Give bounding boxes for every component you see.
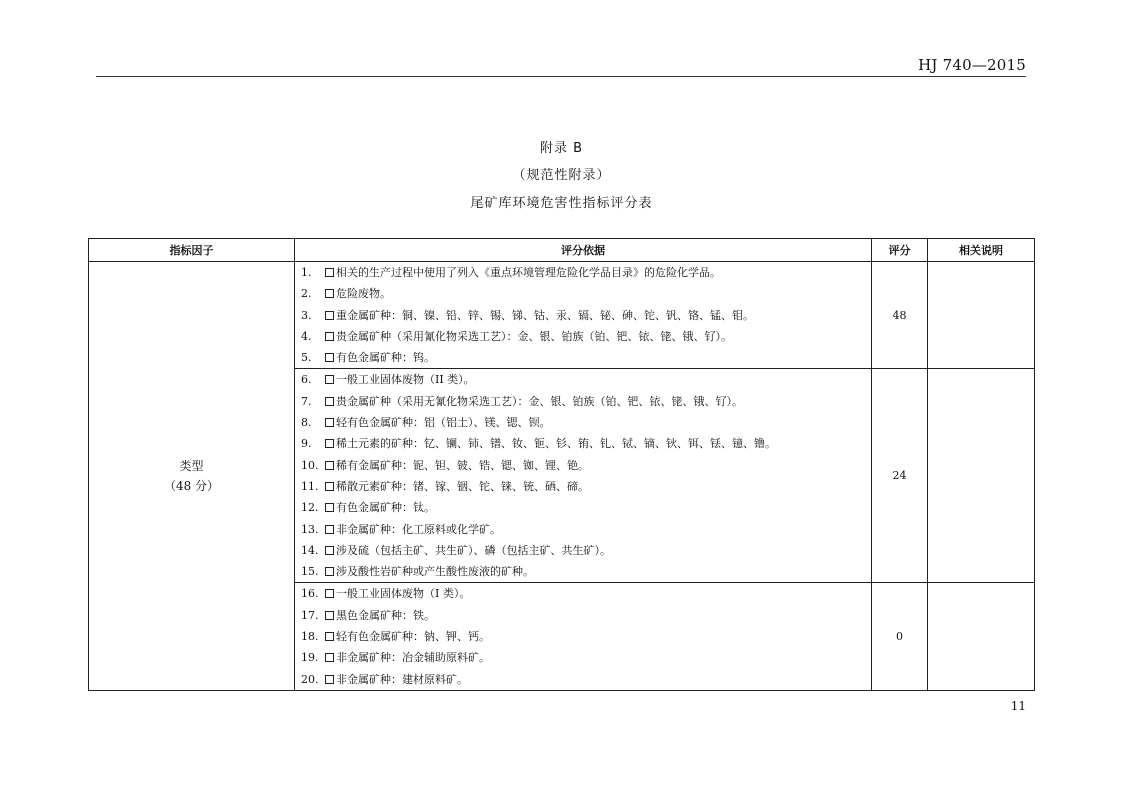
item-text: 贵金属矿种（采用无氰化物采选工艺）：金、银、铂族（铂、钯、铱、铑、锇、钌）。 <box>336 394 743 408</box>
item-number: 11. <box>301 479 319 493</box>
notes-cell <box>928 262 1035 369</box>
page-number: 11 <box>1010 699 1026 713</box>
item-text: 非金属矿种：建材原料矿。 <box>336 672 468 686</box>
item-number: 19. <box>301 651 319 665</box>
item-number: 16. <box>301 587 319 601</box>
criteria-item <box>295 540 871 561</box>
factor-points: （48 分） <box>163 478 220 493</box>
criteria-cell <box>295 583 872 690</box>
item-number: 8. <box>301 416 312 430</box>
checkbox-icon <box>325 675 334 684</box>
criteria-item <box>295 626 871 647</box>
appendix-type: （规范性附录） <box>512 168 611 183</box>
item-number: 3. <box>301 308 312 322</box>
checkbox-icon <box>325 375 334 384</box>
factor-name: 类型 <box>179 458 204 473</box>
notes-cell <box>928 369 1035 583</box>
criteria-item <box>295 455 871 476</box>
item-text: 稀有金属矿种：铌、钽、铍、锆、锶、铷、锂、铯。 <box>336 458 589 472</box>
checkbox-icon <box>325 268 334 277</box>
item-number: 18. <box>301 630 319 644</box>
checkbox-icon <box>325 525 334 534</box>
item-text: 涉及硫（包括主矿、共生矿）、磷（包括主矿、共生矿）。 <box>336 543 611 557</box>
item-text: 轻有色金属矿种：铝（铝土）、镁、锶、钡。 <box>336 416 551 430</box>
appendix-title: 附录 B <box>539 141 584 156</box>
item-text: 一般工业固体废物（II 类）。 <box>336 373 475 387</box>
criteria-item <box>295 669 871 690</box>
item-number: 14. <box>301 543 319 557</box>
checkbox-icon <box>325 653 334 662</box>
item-number: 1. <box>301 266 312 279</box>
item-text: 稀散元素矿种：锗、镓、铟、铊、铼、铳、硒、碲。 <box>336 479 589 493</box>
header-rule <box>96 76 1026 77</box>
item-text: 非金属矿种：化工原料或化学矿。 <box>336 522 501 536</box>
item-text: 一般工业固体废物（I 类）。 <box>336 587 471 601</box>
checkbox-icon <box>325 353 334 362</box>
checkbox-icon <box>325 546 334 555</box>
criteria-item <box>295 305 871 326</box>
item-number: 4. <box>301 329 312 343</box>
criteria-cell <box>295 369 872 583</box>
checkbox-icon <box>325 289 334 298</box>
checkbox-icon <box>325 461 334 470</box>
item-text: 贵金属矿种（采用氰化物采选工艺）：金、银、铂族（铂、钯、铱、铑、锇、钌）。 <box>336 329 732 343</box>
criteria-item <box>295 497 871 518</box>
checkbox-icon <box>325 589 334 598</box>
criteria-item <box>295 476 871 497</box>
criteria-item <box>295 347 871 368</box>
col-header-notes: 相关说明 <box>928 239 1035 262</box>
score-cell: 24 <box>872 369 928 583</box>
col-header-factor: 指标因子 <box>89 239 295 262</box>
factor-cell <box>89 262 295 691</box>
item-text: 有色金属矿种：钨。 <box>336 351 435 365</box>
criteria-item <box>295 433 871 454</box>
item-number: 10. <box>301 458 319 472</box>
item-text: 非金属矿种：冶金辅助原料矿。 <box>336 651 490 665</box>
criteria-item <box>295 412 871 433</box>
item-number: 7. <box>301 394 312 408</box>
checkbox-icon <box>325 482 334 491</box>
table-header-row <box>89 239 1035 262</box>
checkbox-icon <box>325 503 334 512</box>
item-number: 6. <box>301 373 312 387</box>
item-number: 15. <box>301 565 319 579</box>
checkbox-icon <box>325 397 334 406</box>
criteria-item <box>295 605 871 626</box>
criteria-item <box>295 647 871 668</box>
item-text: 有色金属矿种：钛。 <box>336 501 435 515</box>
item-number: 12. <box>301 501 319 515</box>
notes-cell <box>928 583 1035 690</box>
item-text: 危险废物。 <box>336 287 391 301</box>
item-text: 涉及酸性岩矿种或产生酸性废液的矿种。 <box>336 565 534 579</box>
item-number: 13. <box>301 522 319 536</box>
checkbox-icon <box>325 611 334 620</box>
table-row <box>89 262 1035 369</box>
item-text: 黑色金属矿种：铁。 <box>336 608 435 622</box>
criteria-item <box>295 519 871 540</box>
item-number: 17. <box>301 608 319 622</box>
criteria-item <box>295 583 871 604</box>
item-number: 9. <box>301 437 312 451</box>
checkbox-icon <box>325 418 334 427</box>
checkbox-icon <box>325 332 334 341</box>
checkbox-icon <box>325 567 334 576</box>
scoring-table <box>88 238 1035 691</box>
item-text: 稀土元素的矿种：钇、镧、铈、镨、钕、钷、钐、铕、钆、铽、镝、钬、铒、铥、镱、镥。 <box>336 437 776 451</box>
item-text: 重金属矿种：铜、镍、铅、锌、锡、锑、钴、汞、镉、铋、砷、铊、钒、铬、锰、钼。 <box>336 308 754 322</box>
score-cell: 48 <box>872 262 928 369</box>
table-title: 尾矿库环境危害性指标评分表 <box>470 196 653 211</box>
col-header-basis: 评分依据 <box>295 239 872 262</box>
item-text: 轻有色金属矿种：钠、钾、钙。 <box>336 630 490 644</box>
criteria-cell <box>295 262 872 369</box>
checkbox-icon <box>325 632 334 641</box>
item-number: 2. <box>301 287 312 301</box>
checkbox-icon <box>325 439 334 448</box>
item-text: 相关的生产过程中使用了列入《重点环境管理危险化学品目录》的危险化学品。 <box>336 266 721 279</box>
criteria-item <box>295 283 871 304</box>
checkbox-icon <box>325 311 334 320</box>
item-number: 20. <box>301 672 319 686</box>
col-header-score: 评分 <box>872 239 928 262</box>
criteria-item <box>295 561 871 582</box>
score-cell: 0 <box>872 583 928 690</box>
criteria-item <box>295 262 871 283</box>
criteria-item <box>295 391 871 412</box>
criteria-item <box>295 369 871 390</box>
item-number: 5. <box>301 351 312 365</box>
criteria-item <box>295 326 871 347</box>
document-code: HJ 740—2015 <box>918 56 1026 74</box>
